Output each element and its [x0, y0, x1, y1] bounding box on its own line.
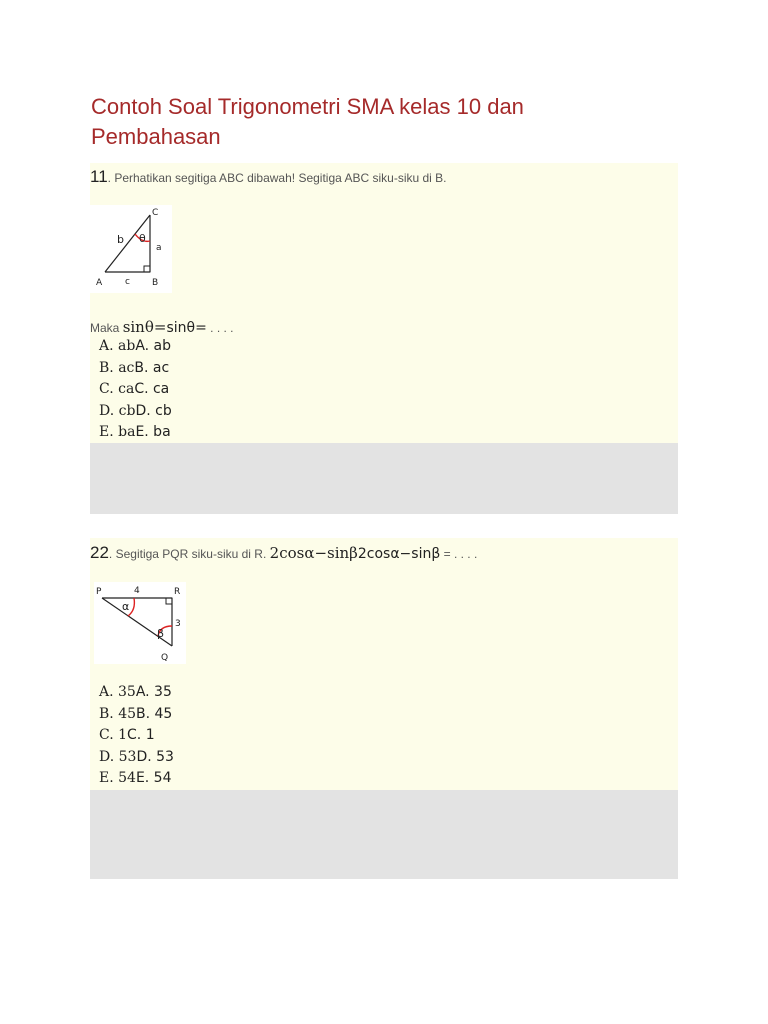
option-b[interactable]: B. 45B. 45: [99, 705, 173, 722]
alpha-label: α: [122, 600, 130, 613]
option-c[interactable]: C. caC. ca: [99, 381, 170, 397]
prompt-math-sans: sinθ=: [166, 320, 207, 336]
option-c[interactable]: C. 1C. 1: [99, 727, 155, 743]
option-d[interactable]: D. cbD. cb: [99, 402, 172, 419]
vertex-c-label: C: [152, 208, 159, 218]
beta-label: β: [157, 627, 165, 640]
answer-panel-1: [90, 443, 678, 514]
question-1-text: . Perhatikan segitiga ABC dibawah! Segitiga ABC siku-siku di B.: [107, 171, 447, 185]
side-3-label: 3: [175, 619, 181, 629]
question-2-box: [90, 538, 678, 790]
vertex-p-label: P: [96, 587, 102, 597]
option-e[interactable]: E. 54E. 54: [99, 770, 172, 786]
side-a-label: a: [156, 243, 162, 253]
option-a[interactable]: A. 35A. 35: [99, 684, 172, 700]
option-e[interactable]: E. baE. ba: [99, 424, 171, 440]
side-b-label: b: [117, 233, 124, 246]
question-1-options: [99, 335, 172, 443]
question-2-math-serif: 2cosα−sinβ: [269, 544, 358, 562]
prompt-math-serif: sinθ=: [122, 318, 167, 336]
question-2-number: 22: [90, 543, 109, 562]
vertex-q-label: Q: [161, 653, 169, 663]
question-2-text: . Segitiga PQR siku-siku di R.: [108, 547, 270, 561]
prompt-prefix: Maka: [90, 321, 123, 335]
question-2-options: [99, 681, 174, 789]
question-2-math-sans: 2cosα−sinβ: [357, 546, 441, 562]
question-1-prompt: [90, 318, 233, 336]
answer-panel-2: [90, 790, 678, 879]
page-title: Contoh Soal Trigonometri SMA kelas 10 dan Pembahasan: [91, 94, 524, 149]
question-1-number: 11: [90, 167, 108, 186]
option-b[interactable]: B. acB. ac: [99, 359, 170, 376]
theta-label: θ: [139, 232, 146, 245]
question-1-box: [90, 163, 678, 443]
prompt-suffix: . . . .: [206, 321, 234, 335]
option-d[interactable]: D. 53D. 53: [99, 748, 174, 765]
side-4-label: 4: [134, 586, 140, 596]
triangle-pqr-figure: [94, 582, 186, 664]
vertex-r-label: R: [174, 587, 181, 597]
side-c-label: c: [125, 277, 130, 287]
question-2-header: [90, 543, 477, 563]
option-a[interactable]: A. abA. ab: [99, 338, 172, 354]
vertex-a-label: A: [96, 278, 103, 288]
triangle-abc-figure: [90, 205, 172, 293]
vertex-b-label: B: [152, 278, 159, 288]
question-1-header: [90, 167, 447, 187]
question-2-suffix: = . . . .: [440, 547, 478, 561]
